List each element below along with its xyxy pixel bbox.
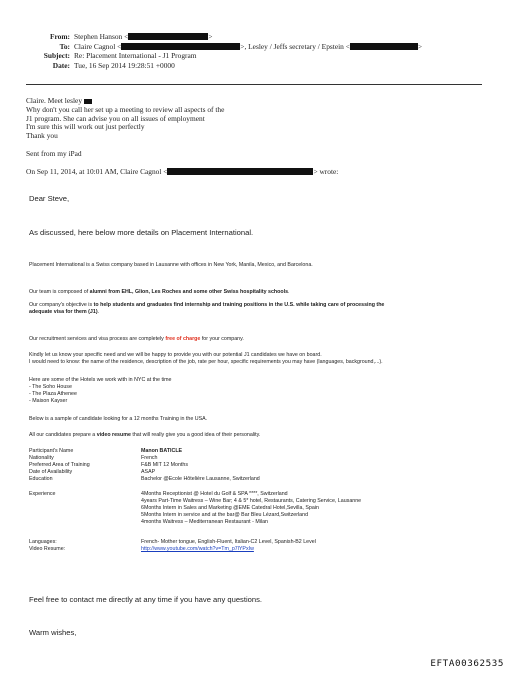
to-row bbox=[0, 42, 512, 52]
area-value: F&B MIT 12 Months bbox=[141, 462, 189, 468]
closing-line: Warm wishes, bbox=[29, 628, 77, 637]
languages-value: French- Mother tongue, English-Fluent, Italian-C2 Level, Spanish-B2 Level bbox=[141, 539, 316, 545]
free-line: Our recruitment services and visa process are completely free of charge for your company. bbox=[29, 336, 244, 342]
area-label: Preferred Area of Training bbox=[29, 462, 90, 468]
video-line: All our candidates prepare a video resume that will really give you a good idea of their personality. bbox=[29, 432, 261, 438]
kindly-line-2: I would need to know: the name of the residence, description of the job, rate per hour, specific requirements you may have (languages, background,...). bbox=[29, 359, 383, 365]
participant-label: Participant's Name bbox=[29, 448, 74, 454]
subject-value: Re: Placement International - J1 Program bbox=[74, 51, 197, 61]
greeting: Dear Steve, bbox=[29, 194, 70, 203]
bates-stamp: EFTA00362535 bbox=[430, 658, 504, 669]
experience-block bbox=[29, 491, 499, 527]
education-label: Education bbox=[29, 476, 53, 482]
experience-item: 4months Waitress – Mediterranean Restaurant - Milan bbox=[141, 519, 268, 525]
header-divider bbox=[26, 84, 482, 85]
participant-value: Manon BATICLE bbox=[141, 448, 183, 454]
from-value: Stephen Hanson < > bbox=[74, 32, 213, 41]
reply-line: Why don't you call her set up a meeting to review all aspects of the bbox=[26, 104, 225, 114]
subject-row bbox=[0, 51, 512, 61]
reply-line: Claire. Meet lesley bbox=[26, 97, 486, 106]
company-line: Placement International is a Swiss company based in Lausanne with offices in New York, Manila, Mexico, and Barcelona. bbox=[29, 262, 313, 268]
kindly-line-1: Kindly let us know your specific need and we will be happy to provide you with our potential J1 candidates we have on board. bbox=[29, 352, 322, 358]
languages-label: Languages: bbox=[29, 539, 57, 545]
subject-label: Subject: bbox=[43, 51, 70, 61]
hotels-intro: Here are some of the Hotels we work with in NYC at the time bbox=[29, 377, 172, 383]
quote-attribution: On Sep 11, 2014, at 10:01 AM, Claire Cagnol < > wrote: bbox=[26, 166, 339, 176]
from-label: From: bbox=[50, 32, 70, 41]
to-label: To: bbox=[59, 41, 70, 51]
experience-label: Experience bbox=[29, 491, 56, 497]
reply-line: J1 program. She can advise you on all issues of employment bbox=[26, 113, 205, 123]
hotel-item: - The Plaza Athenee bbox=[29, 391, 77, 397]
nationality-value: French bbox=[141, 455, 158, 461]
experience-item: 6Months Intern in Sales and Marketing @EME Catedral Hotel,Sevilla, Spain bbox=[141, 505, 319, 511]
experience-item: 4Months Receptionist @ Hotel du Golf & SPA ****, Switzerland bbox=[141, 491, 288, 497]
availability-value: ASAP bbox=[141, 469, 156, 475]
intro-line: As discussed, here below more details on Placement International. bbox=[29, 228, 254, 237]
redaction bbox=[350, 43, 418, 50]
reply-line: I'm sure this will work out just perfectly bbox=[26, 122, 145, 132]
reply-body bbox=[26, 97, 486, 177]
date-row bbox=[0, 61, 512, 71]
hotel-item: - The Soho House bbox=[29, 384, 72, 390]
date-label: Date: bbox=[52, 60, 70, 70]
sample-line: Below is a sample of candidate looking for a 12 months Training in the USA. bbox=[29, 416, 208, 422]
from-row bbox=[0, 32, 512, 42]
education-value: Bachelor @Ecole Hôtelière Lausanne, Switzerland bbox=[141, 476, 260, 482]
sent-from: Sent from my iPad bbox=[26, 148, 82, 158]
redaction bbox=[121, 43, 240, 50]
email-header bbox=[0, 32, 512, 70]
to-value: Claire Cagnol < >, Lesley / Jeffs secretary / Epstein < > bbox=[74, 41, 423, 51]
redaction bbox=[84, 99, 92, 104]
availability-label: Date of Availability bbox=[29, 469, 73, 475]
redaction bbox=[128, 33, 208, 40]
contact-line: Feel free to contact me directly at any time if you have any questions. bbox=[29, 595, 262, 604]
objective-line-2: adequate visa for them (J1). bbox=[29, 309, 100, 315]
languages-block bbox=[29, 539, 499, 555]
experience-item: 4years Part-Time Waitress – Wine Bar; 4 & 5* hotel, Restaurants, Catering Service, Lausanne bbox=[141, 498, 362, 504]
reply-line: Thank you bbox=[26, 131, 58, 141]
objective-line-1: Our company's objective is to help students and graduates find internship and training positions in the U.S. while taking care of processing the bbox=[29, 302, 385, 308]
hotel-item: - Maison Kayser bbox=[29, 398, 68, 404]
candidate-details bbox=[29, 448, 499, 484]
date-value: Tue, 16 Sep 2014 19:28:51 +0000 bbox=[74, 60, 175, 70]
nationality-label: Nationality bbox=[29, 455, 54, 461]
redaction bbox=[167, 168, 313, 175]
video-resume-link[interactable]: http://www.youtube.com/watch?v=Tm_p7lYPxIw bbox=[141, 546, 254, 552]
video-resume-label: Video Resume: bbox=[29, 546, 66, 552]
team-line: Our team is composed of alumni from EHL, Glion, Les Roches and some other Swiss hospitality schools. bbox=[29, 289, 290, 295]
experience-item: 5Months Intern in service and at the bar@ Bar Bleu Lézard,Switzerland bbox=[141, 512, 309, 518]
